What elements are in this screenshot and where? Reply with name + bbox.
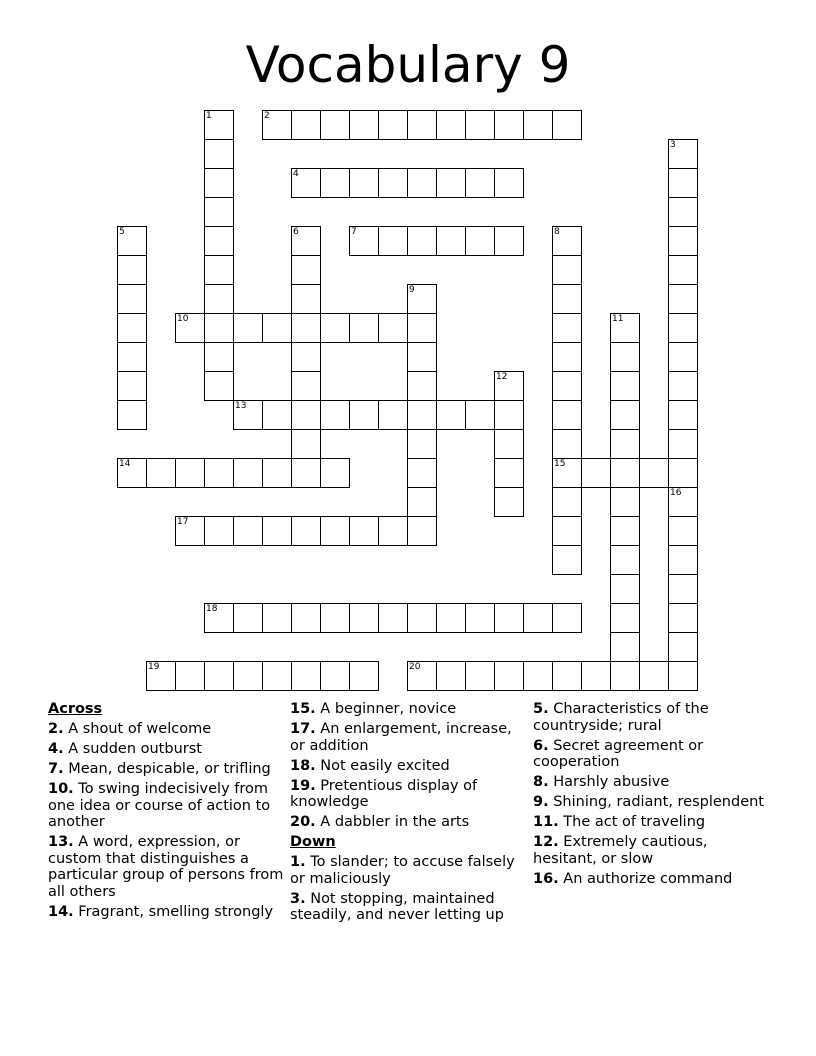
grid-cell[interactable]: [552, 429, 582, 459]
grid-cell[interactable]: [407, 458, 437, 488]
grid-cell[interactable]: [610, 516, 640, 546]
grid-cell[interactable]: [668, 632, 698, 662]
grid-cell[interactable]: [407, 342, 437, 372]
clue-down-8: 8. Harshly abusive: [533, 774, 670, 791]
down-heading: Down: [290, 834, 336, 851]
grid-cell[interactable]: [610, 313, 640, 343]
cell-number: 8: [554, 227, 560, 237]
grid-cell[interactable]: [320, 110, 350, 140]
grid-cell[interactable]: [378, 516, 408, 546]
grid-cell[interactable]: [581, 458, 611, 488]
grid-cell[interactable]: [349, 516, 379, 546]
cell-number: 18: [206, 604, 218, 614]
grid-cell[interactable]: [291, 342, 321, 372]
grid-cell[interactable]: [378, 168, 408, 198]
grid-cell[interactable]: [494, 487, 524, 517]
grid-cell[interactable]: [204, 603, 234, 633]
clue-column-2: [290, 701, 526, 927]
grid-cell[interactable]: [668, 139, 698, 169]
grid-cell[interactable]: [117, 400, 147, 430]
grid-cell[interactable]: [204, 226, 234, 256]
grid-cell[interactable]: [291, 226, 321, 256]
grid-cell[interactable]: [610, 342, 640, 372]
grid-cell[interactable]: [320, 313, 350, 343]
grid-cell[interactable]: [668, 661, 698, 691]
grid-cell[interactable]: [407, 400, 437, 430]
grid-cell[interactable]: [407, 313, 437, 343]
grid-cell[interactable]: [494, 371, 524, 401]
grid-cell[interactable]: [204, 197, 234, 227]
grid-cell[interactable]: [552, 255, 582, 285]
grid-cell[interactable]: [610, 661, 640, 691]
grid-cell[interactable]: [204, 516, 234, 546]
clue-across-20: 20. A dabbler in the arts: [290, 814, 470, 831]
grid-cell[interactable]: [204, 458, 234, 488]
grid-cell[interactable]: [552, 110, 582, 140]
grid-cell[interactable]: [494, 458, 524, 488]
grid-cell[interactable]: [233, 313, 263, 343]
grid-cell[interactable]: [610, 545, 640, 575]
grid-cell[interactable]: [465, 226, 495, 256]
grid-cell[interactable]: [494, 603, 524, 633]
grid-cell[interactable]: [407, 110, 437, 140]
grid-cell[interactable]: [175, 661, 205, 691]
grid-cell[interactable]: [117, 458, 147, 488]
grid-cell[interactable]: [349, 226, 379, 256]
grid-cell[interactable]: [407, 371, 437, 401]
grid-cell[interactable]: [407, 429, 437, 459]
grid-cell[interactable]: [668, 255, 698, 285]
grid-cell[interactable]: [668, 313, 698, 343]
grid-cell[interactable]: [407, 226, 437, 256]
grid-cell[interactable]: [407, 516, 437, 546]
clue-down-16: 16. An authorize command: [533, 870, 733, 887]
grid-cell[interactable]: [668, 197, 698, 227]
grid-cell[interactable]: [291, 458, 321, 488]
grid-cell[interactable]: [668, 487, 698, 517]
grid-cell[interactable]: [262, 661, 292, 691]
grid-cell[interactable]: [204, 371, 234, 401]
grid-cell[interactable]: [668, 400, 698, 430]
grid-cell[interactable]: [668, 574, 698, 604]
cell-number: 7: [351, 227, 357, 237]
grid-cell[interactable]: [146, 661, 176, 691]
grid-cell[interactable]: [610, 371, 640, 401]
grid-cell[interactable]: [233, 661, 263, 691]
cell-number: 13: [235, 401, 247, 411]
cell-number: 9: [409, 285, 415, 295]
grid-cell[interactable]: [378, 226, 408, 256]
grid-cell[interactable]: [668, 545, 698, 575]
cell-number: 16: [670, 488, 682, 498]
grid-cell[interactable]: [552, 371, 582, 401]
grid-cell[interactable]: [436, 110, 466, 140]
grid-cell[interactable]: [349, 661, 379, 691]
grid-cell[interactable]: [494, 168, 524, 198]
grid-cell[interactable]: [378, 313, 408, 343]
puzzle-title: Vocabulary 9: [245, 36, 571, 94]
grid-cell[interactable]: [668, 516, 698, 546]
grid-cell[interactable]: [349, 168, 379, 198]
grid-cell[interactable]: [436, 168, 466, 198]
grid-cell[interactable]: [320, 603, 350, 633]
clue-column-3: [533, 701, 769, 891]
grid-cell[interactable]: [436, 661, 466, 691]
grid-cell[interactable]: [552, 458, 582, 488]
clue-column-1: [48, 701, 284, 924]
grid-cell[interactable]: [494, 226, 524, 256]
grid-cell[interactable]: [291, 284, 321, 314]
grid-cell[interactable]: [668, 371, 698, 401]
grid-cell[interactable]: [320, 661, 350, 691]
grid-cell[interactable]: [494, 400, 524, 430]
cell-number: 12: [496, 372, 508, 382]
grid-cell[interactable]: [523, 110, 553, 140]
grid-cell[interactable]: [610, 487, 640, 517]
grid-cell[interactable]: [320, 458, 350, 488]
grid-cell[interactable]: [465, 110, 495, 140]
grid-cell[interactable]: [378, 110, 408, 140]
grid-cell[interactable]: [610, 574, 640, 604]
clue-across-15: 15. A beginner, novice: [290, 701, 457, 717]
grid-cell[interactable]: [581, 661, 611, 691]
cell-number: 19: [148, 662, 160, 672]
grid-cell[interactable]: [291, 429, 321, 459]
grid-cell[interactable]: [668, 342, 698, 372]
cell-number: 5: [119, 227, 125, 237]
cell-number: 3: [670, 140, 676, 150]
grid-cell[interactable]: [494, 110, 524, 140]
grid-cell[interactable]: [378, 603, 408, 633]
cell-number: 15: [554, 459, 566, 469]
grid-cell[interactable]: [668, 226, 698, 256]
grid-cell[interactable]: [465, 400, 495, 430]
grid-cell[interactable]: [639, 458, 669, 488]
grid-cell[interactable]: [204, 168, 234, 198]
grid-cell[interactable]: [204, 342, 234, 372]
grid-cell[interactable]: [610, 400, 640, 430]
grid-cell[interactable]: [117, 226, 147, 256]
grid-cell[interactable]: [552, 400, 582, 430]
grid-cell[interactable]: [436, 603, 466, 633]
grid-cell[interactable]: [291, 661, 321, 691]
grid-cell[interactable]: [291, 371, 321, 401]
grid-cell[interactable]: [291, 603, 321, 633]
grid-cell[interactable]: [262, 458, 292, 488]
grid-cell[interactable]: [291, 255, 321, 285]
grid-cell[interactable]: [262, 313, 292, 343]
grid-cell[interactable]: [494, 429, 524, 459]
grid-cell[interactable]: [291, 110, 321, 140]
grid-cell[interactable]: [349, 400, 379, 430]
grid-cell[interactable]: [117, 313, 147, 343]
clue-across-7: 7. Mean, despicable, or trifling: [48, 760, 271, 777]
clue-down-12: 12. Extremely cautious, hesitant, or slow: [533, 834, 708, 867]
grid-cell[interactable]: [204, 284, 234, 314]
clue-down-5: 5. Characteristics of the countryside; rural: [533, 701, 709, 734]
grid-cell[interactable]: [523, 661, 553, 691]
grid-cell[interactable]: [552, 284, 582, 314]
grid-cell[interactable]: [175, 313, 205, 343]
grid-cell[interactable]: [552, 661, 582, 691]
grid-cell[interactable]: [349, 603, 379, 633]
grid-cell[interactable]: [436, 400, 466, 430]
grid-cell[interactable]: [204, 139, 234, 169]
grid-cell[interactable]: [204, 661, 234, 691]
grid-cell[interactable]: [668, 168, 698, 198]
grid-cell[interactable]: [117, 284, 147, 314]
clue-across-19: 19. Pretentious display of knowledge: [290, 777, 478, 811]
clue-across-2: 2. A shout of welcome: [48, 720, 212, 737]
grid-cell[interactable]: [610, 603, 640, 633]
grid-cell[interactable]: [320, 516, 350, 546]
grid-cell[interactable]: [349, 110, 379, 140]
cell-number: 4: [293, 169, 299, 179]
grid-cell[interactable]: [117, 371, 147, 401]
clue-down-6: 6. Secret agreement or cooperation: [533, 737, 704, 771]
cell-number: 14: [119, 459, 131, 469]
grid-cell[interactable]: [610, 458, 640, 488]
cell-number: 11: [612, 314, 624, 324]
across-heading: Across: [48, 701, 103, 717]
grid-cell[interactable]: [117, 342, 147, 372]
grid-cell[interactable]: [494, 661, 524, 691]
clue-across-17: 17. An enlargement, increase, or addition: [290, 720, 512, 754]
grid-cell[interactable]: [407, 661, 437, 691]
grid-cell[interactable]: [320, 168, 350, 198]
grid-cell[interactable]: [552, 226, 582, 256]
grid-cell[interactable]: [175, 516, 205, 546]
grid-cell[interactable]: [407, 603, 437, 633]
grid-cell[interactable]: [668, 603, 698, 633]
grid-cell[interactable]: [668, 458, 698, 488]
clue-across-14: 14. Fragrant, smelling strongly: [48, 903, 274, 920]
grid-cell[interactable]: [291, 516, 321, 546]
grid-cell[interactable]: [552, 313, 582, 343]
clue-down-9: 9. Shining, radiant, resplendent: [533, 794, 764, 811]
cell-number: 20: [409, 662, 421, 672]
grid-cell[interactable]: [378, 400, 408, 430]
grid-cell[interactable]: [204, 110, 234, 140]
grid-cell[interactable]: [262, 110, 292, 140]
grid-cell[interactable]: [639, 661, 669, 691]
cell-number: 1: [206, 111, 212, 121]
grid-cell[interactable]: [349, 313, 379, 343]
grid-cell[interactable]: [233, 458, 263, 488]
clue-across-10: 10. To swing indecisively from one idea or course of action to another: [48, 780, 271, 831]
clue-down-1: 1. To slander; to accuse falsely or maliciously: [290, 854, 515, 887]
clue-across-4: 4. A sudden outburst: [48, 740, 202, 757]
grid-cell[interactable]: [552, 487, 582, 517]
grid-cell[interactable]: [668, 429, 698, 459]
grid-cell[interactable]: [117, 255, 147, 285]
grid-cell[interactable]: [233, 400, 263, 430]
grid-cell[interactable]: [465, 603, 495, 633]
grid-cell[interactable]: [668, 284, 698, 314]
cell-number: 2: [264, 111, 270, 121]
grid-cell[interactable]: [146, 458, 176, 488]
clue-across-18: 18. Not easily excited: [290, 757, 450, 774]
grid-cell[interactable]: [552, 545, 582, 575]
grid-cell[interactable]: [204, 255, 234, 285]
grid-cell[interactable]: [552, 603, 582, 633]
grid-cell[interactable]: [204, 313, 234, 343]
clue-across-13: 13. A word, expression, or custom that distinguishes a particular group of persons from all others: [48, 834, 284, 900]
grid-cell[interactable]: [407, 168, 437, 198]
grid-cell[interactable]: [233, 603, 263, 633]
grid-cell[interactable]: [291, 313, 321, 343]
grid-cell[interactable]: [523, 603, 553, 633]
clue-down-11: 11. The act of traveling: [533, 814, 706, 831]
grid-cell[interactable]: [291, 400, 321, 430]
cell-number: 10: [177, 314, 189, 324]
grid-cell[interactable]: [262, 603, 292, 633]
grid-cell[interactable]: [320, 400, 350, 430]
grid-cell[interactable]: [233, 516, 263, 546]
grid-cell[interactable]: [465, 168, 495, 198]
grid-cell[interactable]: [407, 284, 437, 314]
grid-cell[interactable]: [407, 487, 437, 517]
cell-number: 17: [177, 517, 189, 527]
grid-cell[interactable]: [552, 342, 582, 372]
grid-cell[interactable]: [610, 632, 640, 662]
grid-cell[interactable]: [291, 168, 321, 198]
clue-down-3: 3. Not stopping, maintained steadily, and never letting up: [290, 890, 504, 924]
grid-cell[interactable]: [262, 400, 292, 430]
grid-cell[interactable]: [175, 458, 205, 488]
grid-cell[interactable]: [436, 226, 466, 256]
grid-cell[interactable]: [262, 516, 292, 546]
grid-cell[interactable]: [552, 516, 582, 546]
grid-cell[interactable]: [610, 429, 640, 459]
cell-number: 6: [293, 227, 299, 237]
grid-cell[interactable]: [465, 661, 495, 691]
